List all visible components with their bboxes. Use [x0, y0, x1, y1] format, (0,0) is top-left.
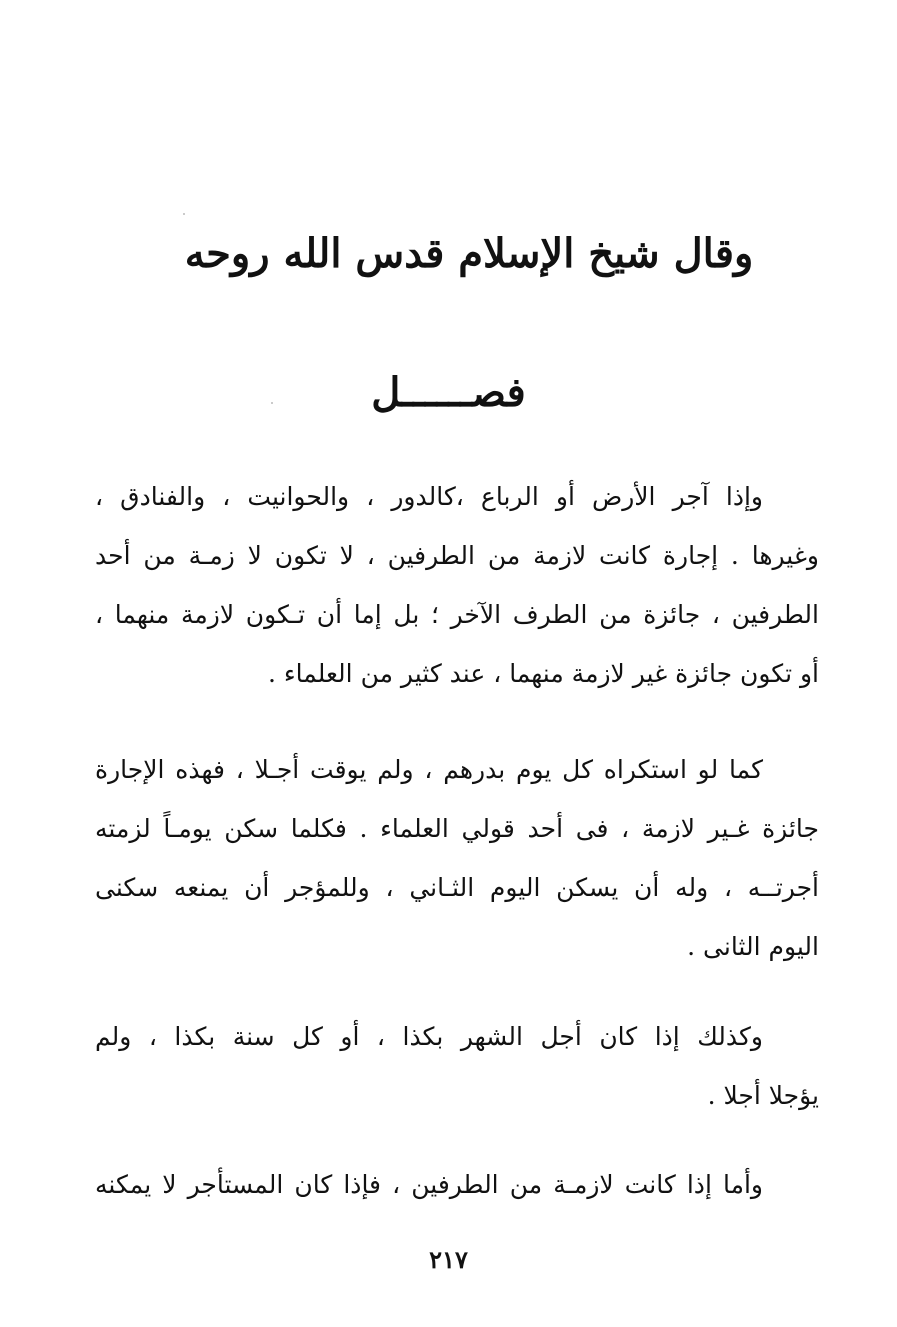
- text-line: يؤجلا أجلا .: [707, 1081, 819, 1110]
- paragraph-3: [95, 1007, 819, 1125]
- text-line: جائزة غـير لازمة ، فى أحد قولي العلماء . فكلما سكن يومـاً لزمته: [95, 814, 819, 843]
- text-line: وإذا آجر الأرض أو الرباع ،كالدور ، والحوانيت ، والفنادق ،: [95, 482, 763, 511]
- paragraph-2: [95, 740, 819, 976]
- paragraph-1: [95, 467, 819, 703]
- scan-speck: [271, 402, 273, 404]
- paragraph-4: [95, 1155, 819, 1214]
- text-line: كما لو استكراه كل يوم بدرهم ، ولم يوقت أجـلا ، فهذه الإجارة: [95, 755, 763, 784]
- text-line: وأما إذا كانت لازمـة من الطرفين ، فإذا كان المستأجر لا يمكنه: [95, 1170, 763, 1199]
- text-line: الطرفين ، جائزة من الطرف الآخر ؛ بل إما أن تـكون لازمة منهما ،: [95, 600, 819, 629]
- text-line: وغيرها . إجارة كانت لازمة من الطرفين ، لا تكون لا زمـة من أحد: [95, 541, 819, 570]
- text-line: أو تكون جائزة غير لازمة منهما ، عند كثير من العلماء .: [268, 659, 819, 688]
- scan-speck: [183, 213, 185, 215]
- text-line: وكذلك إذا كان أجل الشهر بكذا ، أو كل سنة بكذا ، ولم: [95, 1022, 763, 1051]
- text-line: أجرتــه ، وله أن يسكن اليوم الثـاني ، وللمؤجر أن يمنعه سكنى: [95, 873, 819, 902]
- text-line: اليوم الثانى .: [687, 932, 819, 961]
- page-number: ٢١٧: [429, 1245, 468, 1274]
- page-heading: وقال شيخ الإسلام قدس الله روحه: [184, 230, 754, 277]
- section-title: فصــــــل: [371, 369, 526, 416]
